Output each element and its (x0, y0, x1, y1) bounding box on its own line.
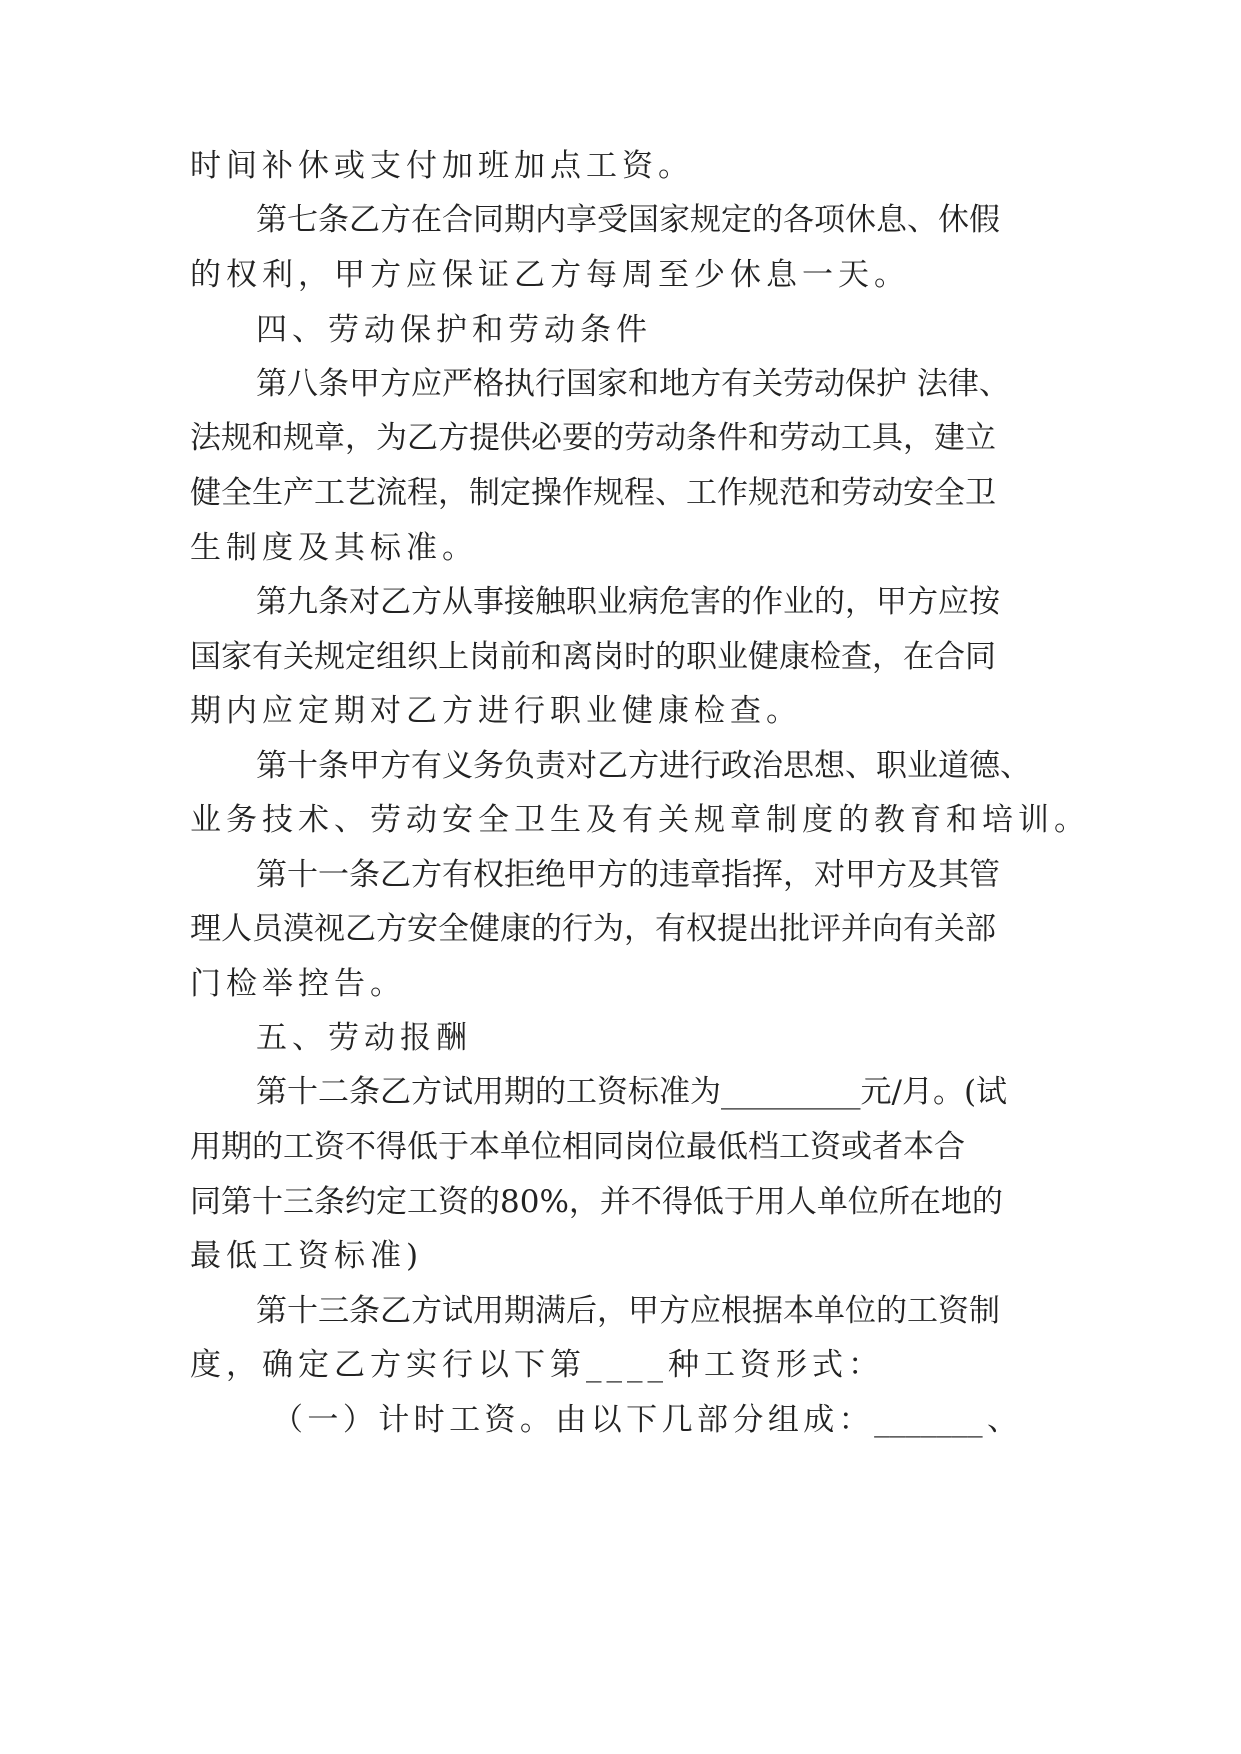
article-8-line-1: 第八条甲方应严格执行国家和地方有关劳动保护 法律、 (256, 366, 1010, 402)
text-line: 法规和规章，为乙方提供必要的劳动条件和劳动工具，建立 (190, 420, 996, 456)
section-heading-5: 五、劳动报酬 (256, 1020, 472, 1056)
section-heading-4: 四、劳动保护和劳动条件 (256, 312, 652, 348)
text-line: 业务技术、劳动安全卫生及有关规章制度的教育和培训。 (190, 802, 1090, 838)
text-line: 最低工资标准) (190, 1238, 424, 1274)
text-line: 健全生产工艺流程，制定操作规程、工作规范和劳动安全卫 (190, 475, 996, 511)
article-13-line-1: 第十三条乙方试用期满后，甲方应根据本单位的工资制 (256, 1293, 1000, 1329)
text-line: 期内应定期对乙方进行职业健康检查。 (190, 693, 802, 729)
text-line: 的权利，甲方应保证乙方每周至少休息一天。 (190, 257, 910, 293)
text-line: 理人员漠视乙方安全健康的行为，有权提出批评并向有关部 (190, 911, 996, 947)
article-12-line-1: 第十二条乙方试用期的工资标准为_________元/月。(试 (256, 1074, 1008, 1110)
text-line: 国家有关规定组织上岗前和离岗时的职业健康检查，在合同 (190, 639, 996, 675)
text-line: 生制度及其标准。 (190, 530, 478, 566)
article-11-line-1: 第十一条乙方有权拒绝甲方的违章指挥，对甲方及其管 (256, 857, 1000, 893)
clause-1-line: （一）计时工资。由以下几部分组成：_______、 (272, 1402, 1018, 1438)
text-line: 度，确定乙方实行以下第____种工资形式： (190, 1347, 884, 1383)
text-line: 用期的工资不得低于本单位相同岗位最低档工资或者本合 (190, 1129, 965, 1165)
text-line: 门检举控告。 (190, 966, 406, 1002)
article-7-line-1: 第七条乙方在合同期内享受国家规定的各项休息、休假 (256, 202, 1000, 238)
article-10-line-1: 第十条甲方有义务负责对乙方进行政治思想、职业道德、 (256, 748, 1031, 784)
text-line: 同第十三条约定工资的80%，并不得低于用人单位所在地的 (190, 1184, 1003, 1220)
article-9-line-1: 第九条对乙方从事接触职业病危害的作业的，甲方应按 (256, 584, 1000, 620)
text-line: 时间补休或支付加班加点工资。 (190, 148, 694, 184)
